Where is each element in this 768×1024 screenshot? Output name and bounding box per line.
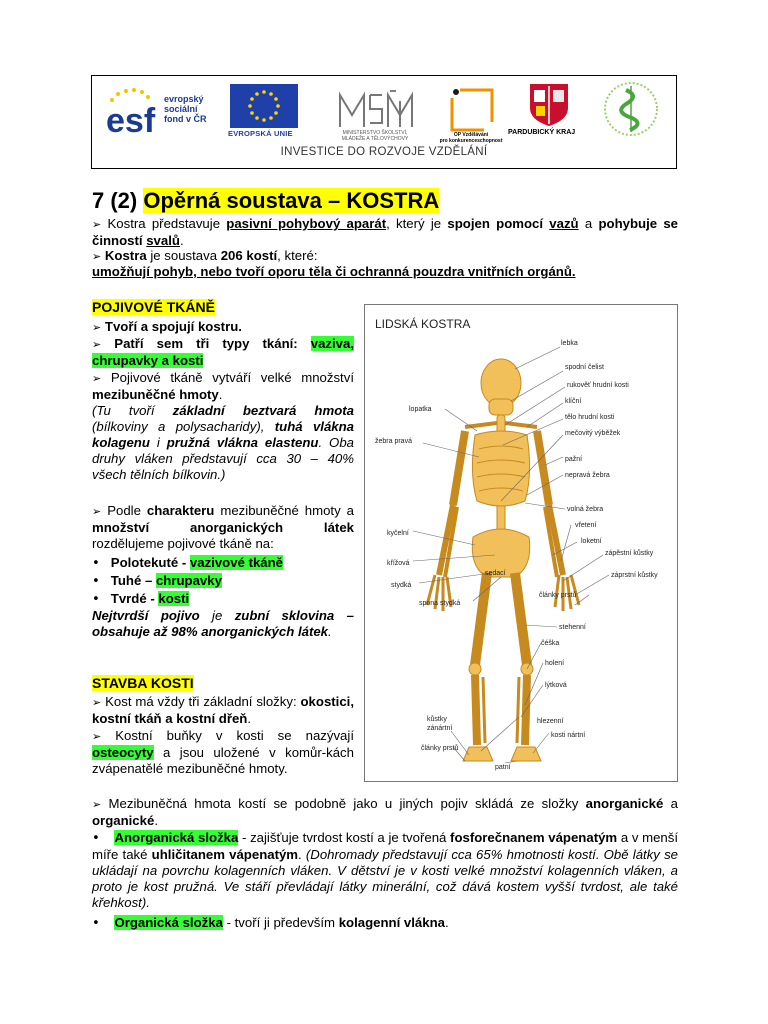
section-heading-pojivove: POJIVOVÉ TKÁNĚ <box>92 299 215 315</box>
arrow-bullet-icon: ➢ <box>92 321 102 334</box>
label-lytkova: lýtková <box>545 682 567 689</box>
label-stehenni: stehenní <box>559 624 586 631</box>
skeleton-figure <box>364 304 678 782</box>
label-zapestni: zápěstní kůstky <box>605 550 654 557</box>
label-vreteni: vřetení <box>575 522 597 529</box>
label-mecovity: mečovitý výběžek <box>565 430 621 437</box>
label-clanky-prstu-ruka: články prstů <box>539 592 577 599</box>
eu-label: EVROPSKÁ UNIE <box>228 129 293 138</box>
bullet-icon: • <box>92 916 100 931</box>
label-hlezenni: hlezenní <box>537 718 564 725</box>
banner-caption: INVESTICE DO ROZVOJE VZDĚLÁNÍ <box>280 146 488 158</box>
bullet-icon: • <box>92 831 100 846</box>
arrow-bullet-icon: ➢ <box>92 218 102 231</box>
type-item-polotekute: • Polotekuté - vazivové tkáně <box>92 555 284 571</box>
page-title <box>92 188 439 214</box>
label-pazni: pažní <box>565 456 583 463</box>
arrow-bullet-icon: ➢ <box>92 250 102 263</box>
anorganic-paragraph: • Anorganická složka - zajišťuje tvrdost kostí a je tvořená fosforečnanem vápenatým a v menší míře také uhličitanem vápenatým. (Dohromady představují cca 65% hmotnosti kostí. Obě látky se ukládají na povrchu kolagenních vláken. V dětství je v kosti velké množství kolagenních vláken, a proto je kost pružná. Ve stáří převládají látky minerální, což dává kostem vyšší tvrdost, ale také křehkost). <box>92 830 679 910</box>
pojivove-item-3: ➢ Pojivové tkáně vytváří velké množství mezibuněčné hmoty. <box>92 370 354 402</box>
label-lopatka: lopatka <box>409 406 432 413</box>
label-kycelni: kyčelní <box>387 530 409 537</box>
label-zebra-prava: žebra pravá <box>375 438 412 445</box>
label-sedaci: sedací <box>485 570 506 577</box>
label-holeni: holení <box>545 660 565 667</box>
label-zanartni: zánártní <box>427 725 453 732</box>
figure-title: LIDSKÁ KOSTRA <box>375 317 471 331</box>
label-volna-zebra: volná žebra <box>567 506 604 513</box>
bullet-icon: • <box>92 556 100 571</box>
arrow-bullet-icon: ➢ <box>92 798 102 811</box>
section-heading-stavba: STAVBA KOSTI <box>92 675 194 691</box>
title-number: 7 (2) <box>92 188 138 213</box>
label-telo-hrudni: tělo hrudní kosti <box>565 414 615 421</box>
stavba-item-1: ➢ Kost má vždy tři základní složky: okostici, kostní tkáň a kostní dřeň. <box>92 694 354 726</box>
kraj-label: PARDUBICKÝ KRAJ <box>508 129 576 136</box>
type-item-tvrde: • Tvrdé - kosti <box>92 591 190 607</box>
funding-banner <box>91 75 677 169</box>
esf-logo <box>104 84 162 136</box>
pardubice-region-crest <box>526 82 572 126</box>
pojivove-item-2: ➢ Patří sem tři typy tkání: vaziva, chrupavky a kosti <box>92 336 354 368</box>
eu-flag-logo <box>230 84 298 128</box>
label-clanky-prstu-noha: články prstů <box>421 745 459 752</box>
label-stydka: stydká <box>391 582 412 589</box>
skeleton-illustration <box>365 305 677 781</box>
arrow-bullet-icon: ➢ <box>92 372 102 385</box>
school-emblem <box>602 78 660 140</box>
matrix-paragraph: ➢ Mezibuněčná hmota kostí se podobně jako u jiných pojiv skládá ze složky anorganické a organické. <box>92 796 678 828</box>
label-spodni-celist: spodní čelist <box>565 364 604 371</box>
label-kosti-nartni: kosti nártní <box>551 732 586 739</box>
intro-paragraph-3: umožňují pohyb, nebo tvoří oporu těla či ochranná pouzdra vnitřních orgánů. <box>92 264 576 279</box>
title-text: Opěrná soustava – KOSTRA <box>143 188 440 213</box>
label-patni: patní <box>495 764 511 771</box>
arrow-bullet-icon: ➢ <box>92 696 102 709</box>
pojivove-item-4: ➢ Podle charakteru mezibuněčné hmoty a množství anorganických látek rozdělujeme pojivové tkáně na: <box>92 503 354 551</box>
label-spona-stydka: spona stydká <box>419 600 461 607</box>
msmt-label: MINISTERSTVO ŠKOLSTVÍ, MLÁDEŽE A TĚLOVÝCHOVY <box>341 130 409 142</box>
label-krizova: křížová <box>387 560 410 567</box>
bullet-icon: • <box>92 592 100 607</box>
label-lebka: lebka <box>561 340 578 347</box>
esf-text: evropský sociální fond v ČR <box>164 94 207 124</box>
hardest-tissue-note: Nejtvrdší pojivo je zubní sklovina – obsahuje až 98% anorganických látek. <box>92 608 354 639</box>
svg-text:esf: esf <box>106 102 156 136</box>
arrow-bullet-icon: ➢ <box>92 505 102 518</box>
label-rukovet: rukověť hrudní kosti <box>567 382 629 389</box>
label-loketni: loketní <box>581 538 602 545</box>
type-item-tuhe: • Tuhé – chrupavky <box>92 573 222 589</box>
stavba-item-2: ➢ Kostní buňky v kosti se nazývají osteocyty a jsou uložené v komůr-kách zvápenatělé mezibuněčné hmoty. <box>92 728 354 776</box>
label-neprava-zebra: nepravá žebra <box>565 472 610 479</box>
intro-paragraph-2: ➢ Kostra je soustava 206 kostí, které: <box>92 248 318 263</box>
pojivove-item-1: ➢ Tvoří a spojují kostru. <box>92 319 242 334</box>
label-kustky: kůstky <box>427 716 447 723</box>
label-zaprstni: záprstní kůstky <box>611 572 658 579</box>
arrow-bullet-icon: ➢ <box>92 730 102 743</box>
arrow-bullet-icon: ➢ <box>92 338 102 351</box>
op-label: OP Vzdělávání pro konkurenceschopnost <box>439 132 503 144</box>
label-ceska: čéška <box>541 640 560 647</box>
organic-paragraph: • Organická složka - tvoří ji především kolagenní vlákna. <box>92 915 449 931</box>
pojivove-note: (Tu tvoří základní beztvará hmota (bílkoviny a polysacharidy), tuhá vlákna kolagenu i pružná vlákna elastenu. Oba druhy vláken představují cca 30 – 40% všech tělních bílkovin.) <box>92 403 355 482</box>
bullet-icon: • <box>92 574 100 589</box>
intro-paragraph-1: ➢ Kostra představuje pasivní pohybový aparát, který je spojen pomocí vazů a pohybuje se činností svalů. <box>92 216 679 248</box>
label-klicni: klíční <box>565 398 582 405</box>
